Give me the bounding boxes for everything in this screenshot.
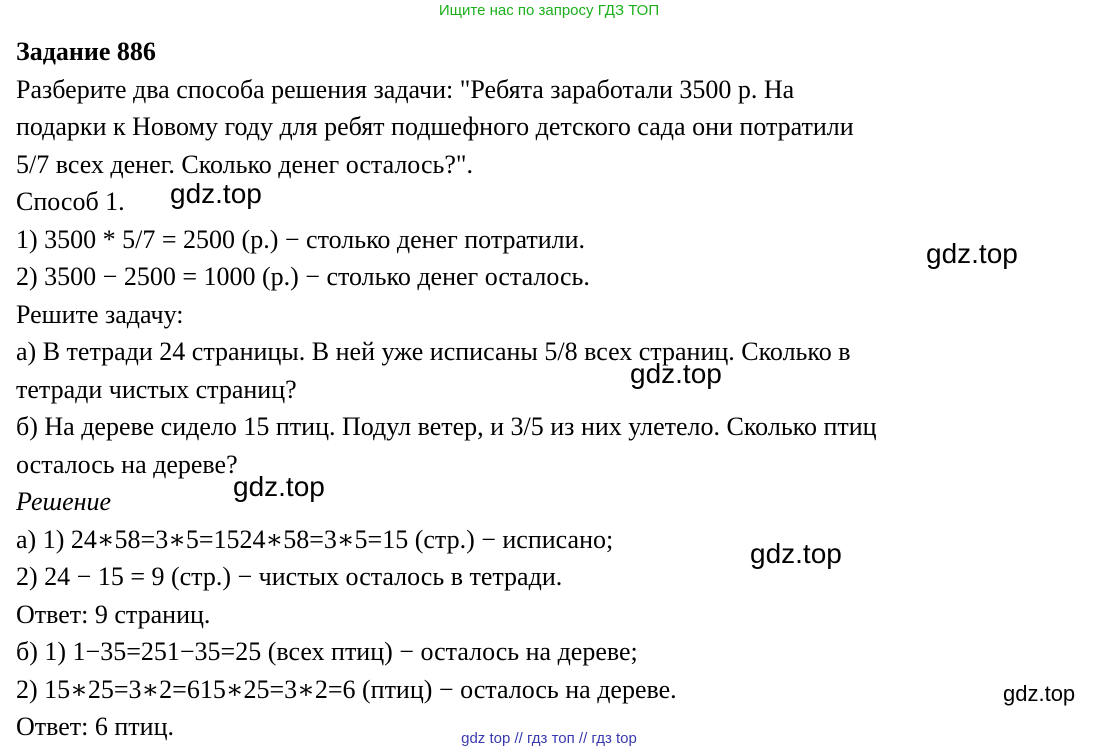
watermark: gdz.top [750, 538, 842, 569]
text-line: б) 1) 1−35=251−35=25 (всех птиц) − осталось на дереве; [16, 637, 638, 666]
task-content [16, 33, 1091, 746]
method-label: Способ 1. [16, 187, 125, 216]
text-line: б) На дереве сидело 15 птиц. Подул ветер, и 3/5 из них улетело. Сколько птиц [16, 412, 877, 441]
watermark: gdz.top [170, 178, 262, 209]
text-line: а) В тетради 24 страницы. В ней уже исписаны 5/8 всех страниц. Сколько в [16, 337, 851, 366]
watermark: gdz.top [1003, 681, 1076, 706]
subheading: Решите задачу: [16, 299, 184, 329]
text-line: 2) 24 − 15 = 9 (стр.) − чистых осталось в тетради. [16, 562, 563, 591]
text-line: 5/7 всех денег. Сколько денег осталось?". [16, 149, 474, 179]
text-line: тетради чистых страниц? [16, 374, 297, 404]
watermark: gdz.top [630, 358, 722, 389]
watermark: gdz.top [926, 238, 1018, 269]
task-title: Задание 886 [16, 37, 156, 66]
text-line: осталось на дереве? [16, 449, 238, 479]
answer-line: Ответ: 9 страниц. [16, 599, 211, 629]
header-note: Ищите нас по запросу ГДЗ ТОП [438, 2, 660, 19]
solution-heading: Решение [16, 487, 112, 516]
text-line: подарки к Новому году для ребят подшефного детского сада они потратили [16, 112, 854, 141]
text-line: 2) 3500 − 2500 = 1000 (р.) − столько денег осталось. [16, 262, 590, 291]
answer-line: Ответ: 6 птиц. [16, 712, 174, 741]
text-line: 2) 15∗25=3∗2=615∗25=3∗2=6 (птиц) − осталось на дереве. [16, 674, 677, 704]
watermark: gdz.top [233, 471, 325, 502]
text-line: 1) 3500 * 5/7 = 2500 (р.) − столько денег потратили. [16, 224, 586, 254]
text-line: а) 1) 24∗58=3∗5=1524∗58=3∗5=15 (стр.) − исписано; [16, 524, 614, 554]
footer-note: gdz top // гдз топ // гдз top [461, 730, 637, 747]
text-line: Разберите два способа решения задачи: "Ребята заработали 3500 р. На [16, 74, 795, 104]
